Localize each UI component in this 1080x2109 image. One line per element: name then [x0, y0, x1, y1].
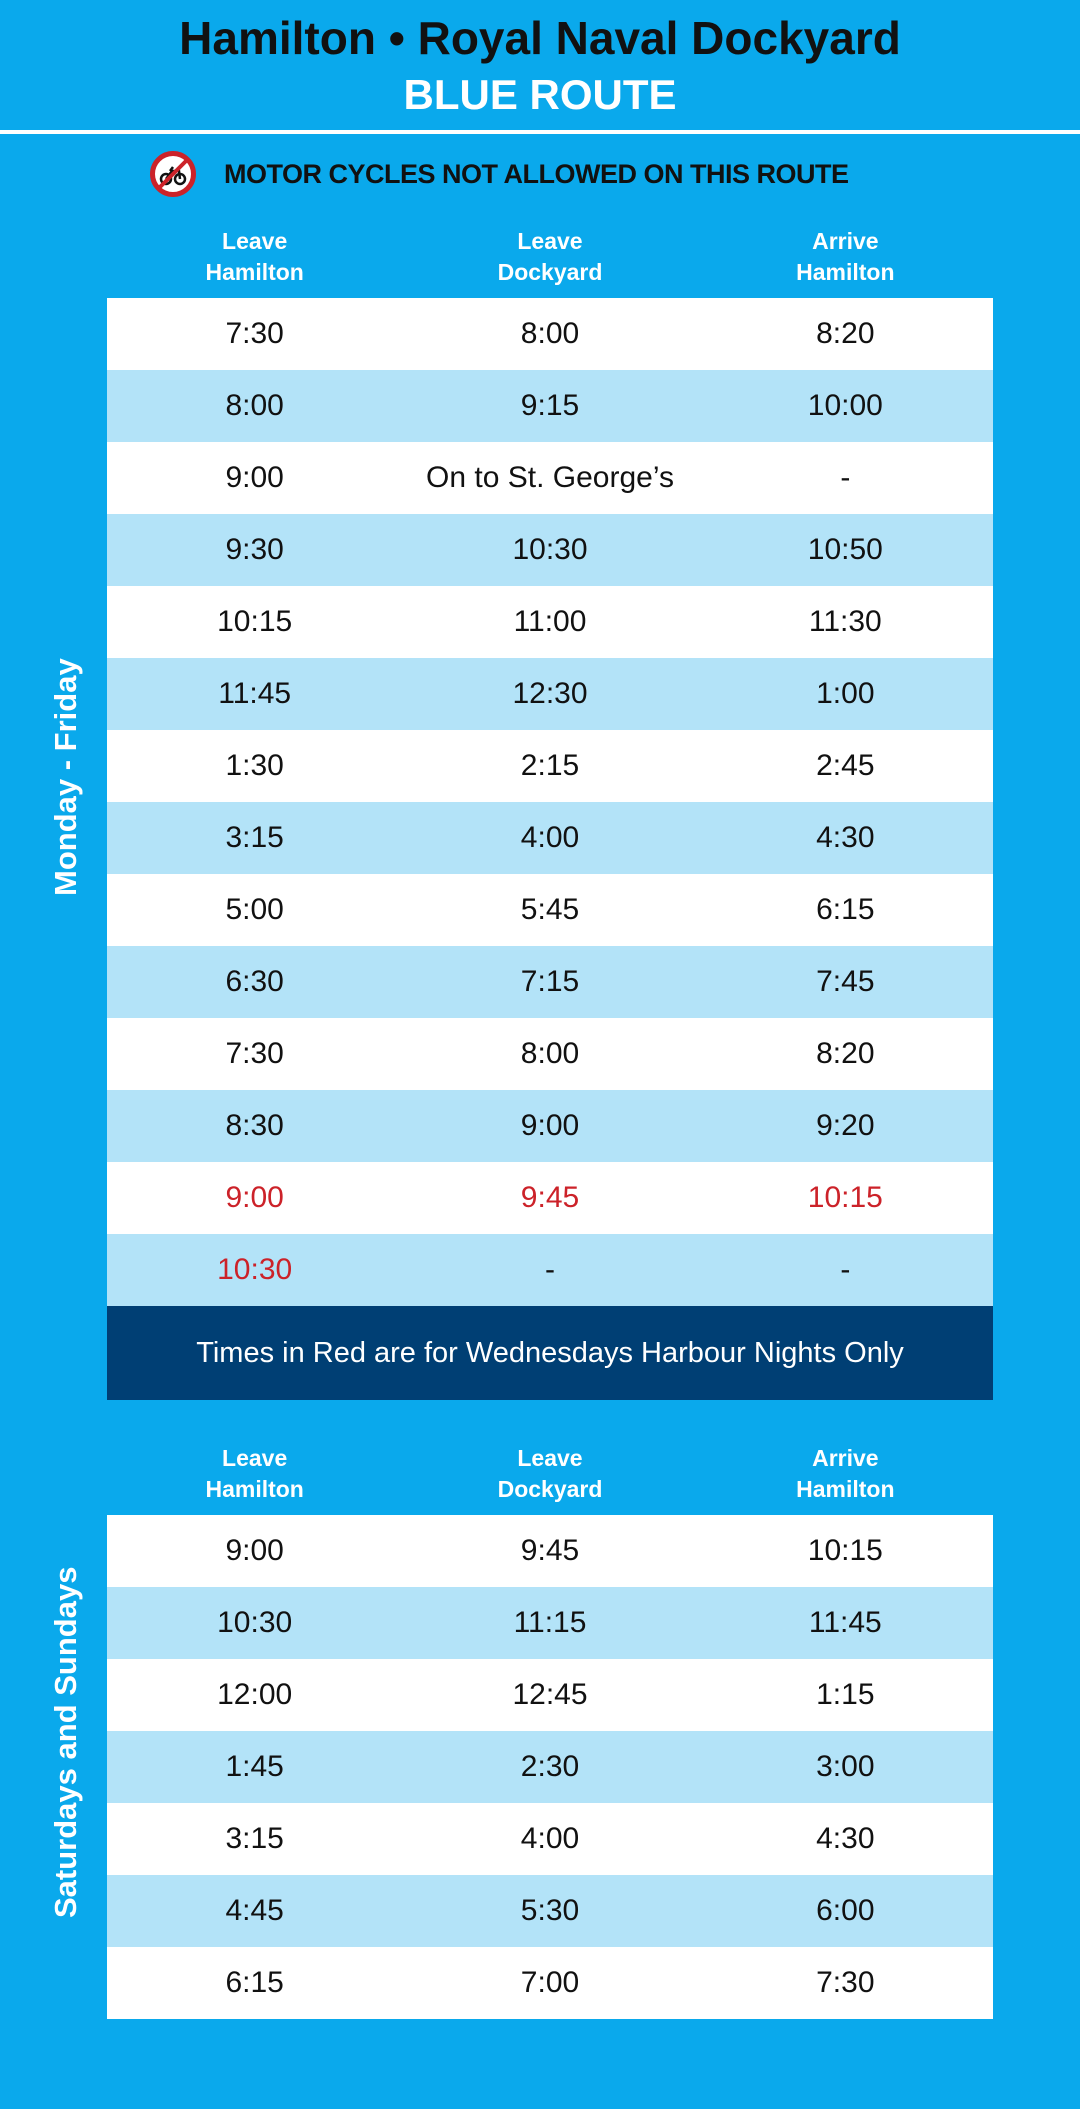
column-header-leave-dockyard: Leave Dockyard [497, 228, 603, 285]
route-title: Hamilton • Royal Naval Dockyard [179, 12, 901, 64]
table-cell: 8:30 [225, 1109, 284, 1142]
table-cell: 10:15 [807, 1181, 883, 1214]
column-header-leave-hamilton: Leave Hamilton [205, 228, 304, 285]
table-cell: 2:45 [816, 749, 875, 782]
weekday-timetable [107, 298, 993, 1306]
weekend-label: Saturdays and Sundays [48, 1566, 83, 1918]
table-cell: - [544, 1253, 555, 1286]
column-header-arrive-hamilton: Arrive Hamilton [796, 1445, 895, 1502]
table-cell: 5:30 [520, 1894, 580, 1927]
table-cell: 7:30 [225, 317, 284, 350]
weekday-column-headers [107, 226, 993, 288]
table-cell: 4:00 [520, 821, 580, 854]
table-cell: 1:45 [225, 1750, 284, 1783]
table-cell: 1:30 [225, 749, 284, 782]
table-cell: 10:30 [217, 1253, 293, 1286]
table-cell: 6:15 [816, 893, 875, 926]
harbour-nights-note: Times in Red are for Wednesdays Harbour Nights Only [107, 1306, 993, 1400]
table-cell: 5:00 [225, 893, 284, 926]
table-cell: 2:30 [520, 1750, 580, 1783]
table-cell: 1:15 [816, 1678, 875, 1711]
column-header-leave-dockyard: Leave Dockyard [497, 1445, 603, 1502]
table-cell: 8:00 [520, 1037, 580, 1070]
table-cell: 9:45 [520, 1534, 580, 1567]
table-cell: 3:15 [225, 1822, 284, 1855]
table-cell: 7:15 [520, 965, 580, 998]
table-row [107, 1803, 993, 1875]
table-row [107, 946, 993, 1018]
table-cell: 10:15 [217, 605, 293, 638]
table-row [107, 1875, 993, 1947]
table-cell: 8:20 [816, 1037, 875, 1070]
table-cell: 11:45 [218, 677, 292, 710]
table-cell: 3:00 [816, 1750, 875, 1783]
table-cell: - [840, 461, 851, 494]
table-cell: 7:30 [816, 1966, 875, 1999]
table-cell: 12:45 [512, 1678, 588, 1711]
table-cell: 10:15 [807, 1534, 883, 1567]
table-cell: 9:00 [520, 1109, 580, 1142]
route-subtitle: BLUE ROUTE [403, 71, 677, 118]
table-cell: 10:00 [807, 389, 883, 422]
table-cell: 2:15 [520, 749, 580, 782]
table-cell: 8:00 [520, 317, 580, 350]
table-cell: 1:00 [816, 677, 875, 710]
table-cell: 12:00 [217, 1678, 293, 1711]
table-cell: 10:30 [217, 1606, 293, 1639]
table-cell: 11:00 [513, 605, 587, 638]
table-cell: 11:45 [808, 1606, 882, 1639]
table-cell: 9:30 [225, 533, 284, 566]
table-cell: 9:00 [225, 1181, 284, 1214]
table-row [107, 802, 993, 874]
table-cell: 12:30 [512, 677, 588, 710]
table-cell: 5:45 [520, 893, 580, 926]
table-cell: 10:30 [512, 533, 588, 566]
column-header-leave-hamilton: Leave Hamilton [205, 1445, 304, 1502]
no-motorcycle-icon [150, 151, 196, 197]
table-cell: 11:15 [513, 1606, 587, 1639]
table-row [107, 1018, 993, 1090]
table-row [107, 370, 993, 442]
table-row [107, 1659, 993, 1731]
table-row [107, 1947, 993, 2019]
weekday-label: Monday - Friday [48, 658, 83, 896]
column-header-arrive-hamilton: Arrive Hamilton [796, 228, 895, 285]
table-cell: 7:45 [816, 965, 875, 998]
table-cell: 8:00 [225, 389, 284, 422]
table-cell: 3:15 [225, 821, 284, 854]
weekend-timetable [107, 1515, 993, 2019]
table-cell: 9:45 [520, 1181, 580, 1214]
table-cell: 4:00 [520, 1822, 580, 1855]
table-row [107, 874, 993, 946]
table-row [107, 730, 993, 802]
motorcycle-notice [150, 148, 849, 200]
table-cell: 4:30 [816, 821, 875, 854]
table-cell: 11:30 [808, 605, 882, 638]
table-cell: 7:30 [225, 1037, 284, 1070]
header-divider [0, 130, 1080, 134]
table-cell: 6:15 [225, 1966, 284, 1999]
table-row [107, 442, 993, 514]
table-row [107, 1162, 993, 1234]
table-row [107, 1090, 993, 1162]
table-row [107, 1731, 993, 1803]
table-row [107, 298, 993, 370]
table-cell: 7:00 [520, 1966, 580, 1999]
table-cell: 4:45 [225, 1894, 284, 1927]
table-cell: - [840, 1253, 851, 1286]
table-row [107, 1587, 993, 1659]
table-row [107, 1515, 993, 1587]
table-cell: 4:30 [816, 1822, 875, 1855]
table-row [107, 658, 993, 730]
table-cell: 6:00 [816, 1894, 875, 1927]
table-cell: 9:15 [520, 389, 580, 422]
table-cell: On to St. George’s [426, 461, 674, 494]
table-row [107, 586, 993, 658]
table-row [107, 1234, 993, 1306]
table-cell: 9:20 [816, 1109, 875, 1142]
table-cell: 8:20 [816, 317, 875, 350]
table-cell: 9:00 [225, 461, 284, 494]
table-row [107, 514, 993, 586]
weekend-column-headers [107, 1443, 993, 1505]
notice-text: MOTOR CYCLES NOT ALLOWED ON THIS ROUTE [224, 158, 849, 189]
table-cell: 6:30 [225, 965, 284, 998]
table-cell: 9:00 [225, 1534, 284, 1567]
table-cell: 10:50 [807, 533, 883, 566]
